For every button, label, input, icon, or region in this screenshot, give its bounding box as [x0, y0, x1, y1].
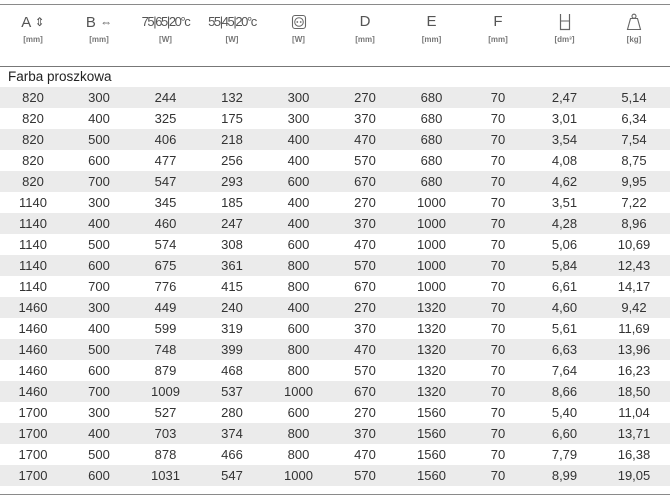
cell-a: 1140 — [0, 192, 66, 213]
cell-f: 70 — [465, 255, 531, 276]
cell-a: 1700 — [0, 444, 66, 465]
cell-pel: 600 — [265, 318, 332, 339]
cell-p75: 345 — [132, 192, 199, 213]
cell-e: 1000 — [398, 213, 465, 234]
cell-f: 70 — [465, 297, 531, 318]
cell-wt: 11,04 — [598, 402, 670, 423]
cell-vol: 3,51 — [531, 192, 598, 213]
cell-wt: 12,43 — [598, 255, 670, 276]
cell-b: 300 — [66, 87, 132, 108]
col-b-unit: [mm] — [89, 35, 109, 44]
cell-vol: 8,66 — [531, 381, 598, 402]
col-header-volume — [531, 12, 598, 59]
cell-e: 1320 — [398, 381, 465, 402]
cell-vol: 4,62 — [531, 171, 598, 192]
table-row — [0, 129, 670, 150]
cell-a: 1140 — [0, 213, 66, 234]
col-header-e — [398, 12, 465, 59]
cell-f: 70 — [465, 465, 531, 486]
cell-f: 70 — [465, 360, 531, 381]
cell-a: 820 — [0, 171, 66, 192]
vertical-arrow-icon: ⇕ — [34, 15, 45, 29]
cell-e: 680 — [398, 150, 465, 171]
cell-wt: 16,23 — [598, 360, 670, 381]
cell-vol: 4,08 — [531, 150, 598, 171]
cell-wt: 8,75 — [598, 150, 670, 171]
cell-p55: 319 — [199, 318, 265, 339]
cell-f: 70 — [465, 381, 531, 402]
top-rule — [0, 4, 670, 5]
table-row — [0, 402, 670, 423]
table-row — [0, 87, 670, 108]
col-b-label: B — [85, 14, 96, 31]
cell-pel: 1000 — [265, 381, 332, 402]
cell-a: 1460 — [0, 318, 66, 339]
cell-vol: 8,99 — [531, 465, 598, 486]
cell-e: 1320 — [398, 297, 465, 318]
cell-a: 1700 — [0, 465, 66, 486]
col-header-a — [0, 12, 66, 59]
horizontal-arrow-icon: ⇔ — [100, 15, 113, 29]
cell-p55: 240 — [199, 297, 265, 318]
col-header-electric — [265, 12, 332, 59]
table-row — [0, 108, 670, 129]
cell-e: 680 — [398, 171, 465, 192]
cell-pel: 300 — [265, 87, 332, 108]
cell-b: 600 — [66, 465, 132, 486]
cell-e: 1560 — [398, 402, 465, 423]
table-row — [0, 234, 670, 255]
cell-d: 670 — [332, 381, 398, 402]
cell-a: 820 — [0, 108, 66, 129]
cell-e: 1000 — [398, 192, 465, 213]
cell-p75: 406 — [132, 129, 199, 150]
cell-d: 470 — [332, 234, 398, 255]
col-f-label: F — [493, 13, 503, 30]
cell-pel: 800 — [265, 360, 332, 381]
col-power-55-unit: [W] — [225, 35, 239, 44]
cell-d: 670 — [332, 276, 398, 297]
cell-d: 370 — [332, 318, 398, 339]
cell-d: 670 — [332, 171, 398, 192]
cell-d: 370 — [332, 213, 398, 234]
cell-p55: 175 — [199, 108, 265, 129]
cell-pel: 800 — [265, 276, 332, 297]
col-weight-unit: [kg] — [626, 35, 642, 44]
cell-p75: 325 — [132, 108, 199, 129]
cell-p75: 1009 — [132, 381, 199, 402]
cell-d: 570 — [332, 255, 398, 276]
cell-pel: 800 — [265, 255, 332, 276]
cell-vol: 4,60 — [531, 297, 598, 318]
cell-p55: 256 — [199, 150, 265, 171]
cell-vol: 2,47 — [531, 87, 598, 108]
cell-d: 570 — [332, 150, 398, 171]
table-row — [0, 318, 670, 339]
cell-e: 1000 — [398, 255, 465, 276]
cell-f: 70 — [465, 150, 531, 171]
cell-pel: 600 — [265, 402, 332, 423]
table-row — [0, 192, 670, 213]
cell-a: 1700 — [0, 402, 66, 423]
table-row — [0, 255, 670, 276]
col-f-unit: [mm] — [488, 35, 508, 44]
cell-wt: 5,14 — [598, 87, 670, 108]
cell-d: 270 — [332, 192, 398, 213]
cell-d: 470 — [332, 339, 398, 360]
cell-p55: 537 — [199, 381, 265, 402]
cell-b: 600 — [66, 360, 132, 381]
col-e-unit: [mm] — [421, 35, 442, 44]
cell-a: 1460 — [0, 297, 66, 318]
table-row — [0, 339, 670, 360]
cell-b: 700 — [66, 171, 132, 192]
table-row — [0, 276, 670, 297]
cell-f: 70 — [465, 423, 531, 444]
col-power-75-label: 75|65|20°c — [141, 14, 190, 29]
cell-p75: 878 — [132, 444, 199, 465]
table-row — [0, 465, 670, 486]
cell-p55: 466 — [199, 444, 265, 465]
cell-d: 570 — [332, 360, 398, 381]
cell-b: 600 — [66, 255, 132, 276]
cell-a: 1140 — [0, 276, 66, 297]
cell-f: 70 — [465, 129, 531, 150]
col-header-power-75 — [132, 12, 199, 59]
cell-wt: 11,69 — [598, 318, 670, 339]
cell-d: 270 — [332, 297, 398, 318]
cell-b: 700 — [66, 381, 132, 402]
cell-wt: 9,42 — [598, 297, 670, 318]
cell-pel: 400 — [265, 129, 332, 150]
cell-a: 1140 — [0, 255, 66, 276]
cell-vol: 6,60 — [531, 423, 598, 444]
cell-wt: 7,22 — [598, 192, 670, 213]
cell-e: 1000 — [398, 276, 465, 297]
cell-pel: 300 — [265, 108, 332, 129]
cell-pel: 400 — [265, 150, 332, 171]
cell-d: 270 — [332, 402, 398, 423]
cell-wt: 13,71 — [598, 423, 670, 444]
cell-vol: 6,61 — [531, 276, 598, 297]
cell-b: 500 — [66, 339, 132, 360]
cell-f: 70 — [465, 171, 531, 192]
cell-vol: 5,40 — [531, 402, 598, 423]
table-row — [0, 444, 670, 465]
cell-d: 370 — [332, 108, 398, 129]
cell-pel: 400 — [265, 213, 332, 234]
cell-e: 1320 — [398, 318, 465, 339]
cell-f: 70 — [465, 213, 531, 234]
cell-b: 400 — [66, 423, 132, 444]
cell-f: 70 — [465, 444, 531, 465]
col-header-weight — [598, 12, 670, 59]
cell-a: 1460 — [0, 381, 66, 402]
cell-p75: 460 — [132, 213, 199, 234]
cell-b: 300 — [66, 297, 132, 318]
cell-p55: 132 — [199, 87, 265, 108]
cell-wt: 6,34 — [598, 108, 670, 129]
cell-e: 680 — [398, 87, 465, 108]
cell-pel: 800 — [265, 444, 332, 465]
cell-p75: 244 — [132, 87, 199, 108]
cell-pel: 800 — [265, 339, 332, 360]
cell-p55: 399 — [199, 339, 265, 360]
cell-f: 70 — [465, 402, 531, 423]
col-d-unit: [mm] — [355, 35, 375, 44]
cell-p55: 293 — [199, 171, 265, 192]
cell-a: 1700 — [0, 423, 66, 444]
table-header — [0, 12, 670, 87]
col-a-unit: [mm] — [23, 35, 43, 44]
cell-p75: 599 — [132, 318, 199, 339]
cell-e: 1320 — [398, 339, 465, 360]
col-a-label: A — [21, 14, 31, 31]
cell-b: 300 — [66, 402, 132, 423]
col-d-label: D — [359, 13, 371, 30]
table-row — [0, 171, 670, 192]
cell-p75: 703 — [132, 423, 199, 444]
cell-b: 700 — [66, 276, 132, 297]
cell-f: 70 — [465, 108, 531, 129]
cell-vol: 3,54 — [531, 129, 598, 150]
table-row — [0, 360, 670, 381]
col-e-label: E — [426, 13, 437, 30]
cell-wt: 9,95 — [598, 171, 670, 192]
cell-b: 500 — [66, 129, 132, 150]
col-header-b — [66, 12, 132, 59]
cell-vol: 6,63 — [531, 339, 598, 360]
cell-f: 70 — [465, 339, 531, 360]
cell-p75: 675 — [132, 255, 199, 276]
header-separator — [0, 59, 670, 67]
cell-wt: 8,96 — [598, 213, 670, 234]
cell-wt: 18,50 — [598, 381, 670, 402]
cell-vol: 5,06 — [531, 234, 598, 255]
cell-d: 270 — [332, 87, 398, 108]
cell-vol: 4,28 — [531, 213, 598, 234]
cell-p55: 415 — [199, 276, 265, 297]
col-electric-unit: [W] — [292, 35, 305, 44]
cell-b: 400 — [66, 108, 132, 129]
cell-a: 820 — [0, 87, 66, 108]
cell-p55: 361 — [199, 255, 265, 276]
col-volume-unit: [dm³] — [554, 35, 575, 44]
cell-b: 500 — [66, 444, 132, 465]
cell-p55: 547 — [199, 465, 265, 486]
cell-p55: 185 — [199, 192, 265, 213]
cell-p75: 527 — [132, 402, 199, 423]
cell-vol: 7,79 — [531, 444, 598, 465]
bottom-rule — [0, 494, 670, 495]
cell-e: 1560 — [398, 423, 465, 444]
cell-p55: 374 — [199, 423, 265, 444]
cell-d: 470 — [332, 129, 398, 150]
cell-vol: 7,64 — [531, 360, 598, 381]
cell-pel: 400 — [265, 297, 332, 318]
table-row — [0, 297, 670, 318]
cell-e: 680 — [398, 129, 465, 150]
cell-wt: 19,05 — [598, 465, 670, 486]
cell-b: 600 — [66, 150, 132, 171]
cell-a: 1460 — [0, 339, 66, 360]
cell-p55: 308 — [199, 234, 265, 255]
cell-b: 400 — [66, 318, 132, 339]
cell-b: 500 — [66, 234, 132, 255]
cell-vol: 5,84 — [531, 255, 598, 276]
cell-p55: 218 — [199, 129, 265, 150]
col-header-f — [465, 12, 531, 59]
cell-f: 70 — [465, 318, 531, 339]
cell-vol: 3,01 — [531, 108, 598, 129]
cell-f: 70 — [465, 276, 531, 297]
cell-wt: 14,17 — [598, 276, 670, 297]
cell-pel: 400 — [265, 192, 332, 213]
weight-icon — [626, 13, 642, 31]
table-row — [0, 150, 670, 171]
water-volume-icon — [558, 13, 572, 31]
cell-e: 1320 — [398, 360, 465, 381]
cell-pel: 600 — [265, 234, 332, 255]
cell-p75: 1031 — [132, 465, 199, 486]
cell-wt: 10,69 — [598, 234, 670, 255]
cell-p75: 776 — [132, 276, 199, 297]
cell-p55: 280 — [199, 402, 265, 423]
table-body — [0, 87, 670, 486]
cell-b: 400 — [66, 213, 132, 234]
cell-e: 1560 — [398, 465, 465, 486]
col-power-55-label: 55|45|20°c — [208, 14, 256, 29]
cell-pel: 800 — [265, 423, 332, 444]
cell-p75: 879 — [132, 360, 199, 381]
socket-icon — [291, 14, 307, 30]
table-row — [0, 423, 670, 444]
cell-wt: 7,54 — [598, 129, 670, 150]
cell-p75: 574 — [132, 234, 199, 255]
col-header-d — [332, 12, 398, 59]
cell-f: 70 — [465, 234, 531, 255]
cell-vol: 5,61 — [531, 318, 598, 339]
cell-d: 470 — [332, 444, 398, 465]
col-power-75-unit: [W] — [159, 35, 172, 44]
cell-wt: 13,96 — [598, 339, 670, 360]
section-title: Farba proszkowa — [8, 69, 112, 84]
cell-p55: 247 — [199, 213, 265, 234]
cell-d: 570 — [332, 465, 398, 486]
cell-p75: 477 — [132, 150, 199, 171]
cell-e: 1000 — [398, 234, 465, 255]
cell-pel: 1000 — [265, 465, 332, 486]
cell-f: 70 — [465, 192, 531, 213]
cell-f: 70 — [465, 87, 531, 108]
cell-e: 1560 — [398, 444, 465, 465]
cell-a: 820 — [0, 150, 66, 171]
cell-e: 680 — [398, 108, 465, 129]
cell-a: 1140 — [0, 234, 66, 255]
radiator-spec-table — [0, 12, 670, 486]
cell-b: 300 — [66, 192, 132, 213]
table-row — [0, 213, 670, 234]
table-row — [0, 381, 670, 402]
cell-a: 1460 — [0, 360, 66, 381]
cell-p75: 449 — [132, 297, 199, 318]
cell-p55: 468 — [199, 360, 265, 381]
section-header — [0, 67, 670, 88]
cell-p75: 547 — [132, 171, 199, 192]
cell-pel: 600 — [265, 171, 332, 192]
cell-p75: 748 — [132, 339, 199, 360]
cell-wt: 16,38 — [598, 444, 670, 465]
cell-d: 370 — [332, 423, 398, 444]
cell-a: 820 — [0, 129, 66, 150]
col-header-power-55 — [199, 12, 265, 59]
